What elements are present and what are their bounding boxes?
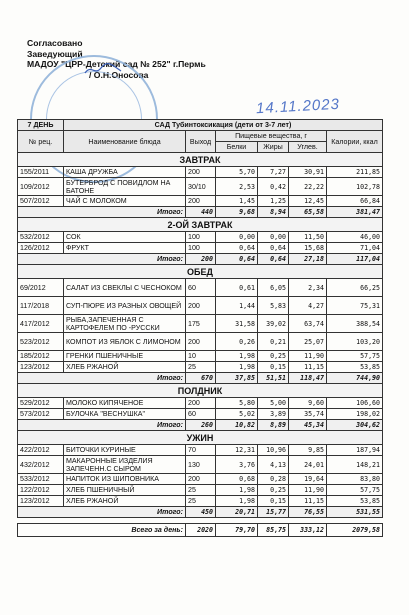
kcal-value: 53,85 bbox=[327, 362, 383, 373]
recipe-number: 123/2012 bbox=[18, 496, 64, 507]
carb-value: 11,90 bbox=[289, 351, 327, 362]
dish-name: НАПИТОК ИЗ ШИПОВНИКА bbox=[64, 474, 186, 485]
recipe-number: 529/2012 bbox=[18, 398, 64, 409]
kcal-value: 71,04 bbox=[327, 243, 383, 254]
dish-name: МОЛОКО КИПЯЧЕНОЕ bbox=[64, 398, 186, 409]
total-label: Итого: bbox=[18, 254, 186, 265]
total-fat: 8,89 bbox=[258, 420, 289, 431]
recipe-number: 573/2012 bbox=[18, 409, 64, 420]
total-label: Итого: bbox=[18, 373, 186, 384]
protein-value: 0,00 bbox=[216, 232, 258, 243]
dish-name: СОК bbox=[64, 232, 186, 243]
dish-yield: 200 bbox=[186, 167, 216, 178]
kcal-value: 66,84 bbox=[327, 196, 383, 207]
total-fat: 51,51 bbox=[258, 373, 289, 384]
recipe-number: 109/2012 bbox=[18, 178, 64, 196]
fat-value: 0,15 bbox=[258, 362, 289, 373]
dish-name: РЫБА,ЗАПЕЧЕННАЯ С КАРТОФЕЛЕМ ПО -РУССКИ bbox=[64, 315, 186, 333]
menu-body bbox=[18, 153, 383, 537]
canteen-label: САД Тубинтоксикация (дети от 3-7 лет) bbox=[64, 120, 383, 131]
kcal-value: 103,20 bbox=[327, 333, 383, 351]
fat-value: 0,64 bbox=[258, 243, 289, 254]
dish-name: КОМПОТ ИЗ ЯБЛОК С ЛИМОНОМ bbox=[64, 333, 186, 351]
protein-value: 1,45 bbox=[216, 196, 258, 207]
dish-yield: 10 bbox=[186, 351, 216, 362]
total-protein: 10,82 bbox=[216, 420, 258, 431]
dish-name: БУЛОЧКА "ВЕСНУШКА" bbox=[64, 409, 186, 420]
col-nutrients: Пищевые вещества, г bbox=[216, 131, 327, 142]
kcal-value: 148,21 bbox=[327, 456, 383, 474]
dish-yield: 200 bbox=[186, 196, 216, 207]
carb-value: 11,90 bbox=[289, 485, 327, 496]
dish-name: МАКАРОННЫЕ ИЗДЕЛИЯ ЗАПЕЧЕНН.С СЫРОМ bbox=[64, 456, 186, 474]
kcal-value: 57,75 bbox=[327, 485, 383, 496]
kcal-value: 211,85 bbox=[327, 167, 383, 178]
total-carb: 45,34 bbox=[289, 420, 327, 431]
recipe-number: 185/2012 bbox=[18, 351, 64, 362]
fat-value: 39,02 bbox=[258, 315, 289, 333]
section-total-row bbox=[18, 507, 383, 518]
table-row bbox=[18, 362, 383, 373]
col-protein: Белки bbox=[216, 142, 258, 153]
recipe-number: 432/2012 bbox=[18, 456, 64, 474]
section-total-row bbox=[18, 373, 383, 384]
total-kcal: 117,04 bbox=[327, 254, 383, 265]
fat-value: 7,27 bbox=[258, 167, 289, 178]
kcal-value: 187,94 bbox=[327, 445, 383, 456]
col-recipe: № рец. bbox=[18, 131, 64, 153]
carb-value: 22,22 bbox=[289, 178, 327, 196]
manager-title: Заведующий bbox=[27, 48, 83, 59]
total-yield: 260 bbox=[186, 420, 216, 431]
protein-value: 1,98 bbox=[216, 496, 258, 507]
recipe-number: 69/2012 bbox=[18, 279, 64, 297]
table-row bbox=[18, 333, 383, 351]
protein-value: 0,64 bbox=[216, 243, 258, 254]
recipe-number: 126/2012 bbox=[18, 243, 64, 254]
dish-name: ХЛЕБ ПШЕНИЧНЫЙ bbox=[64, 485, 186, 496]
carb-value: 24,01 bbox=[289, 456, 327, 474]
menu-table bbox=[17, 119, 383, 537]
dish-yield: 200 bbox=[186, 398, 216, 409]
fat-value: 1,25 bbox=[258, 196, 289, 207]
total-kcal: 531,55 bbox=[327, 507, 383, 518]
protein-value: 1,98 bbox=[216, 351, 258, 362]
recipe-number: 122/2012 bbox=[18, 485, 64, 496]
carb-value: 19,64 bbox=[289, 474, 327, 485]
total-yield: 450 bbox=[186, 507, 216, 518]
kcal-value: 198,02 bbox=[327, 409, 383, 420]
total-protein: 9,68 bbox=[216, 207, 258, 218]
carb-value: 35,74 bbox=[289, 409, 327, 420]
carb-value: 9,85 bbox=[289, 445, 327, 456]
carb-value: 2,34 bbox=[289, 279, 327, 297]
total-label: Итого: bbox=[18, 207, 186, 218]
total-carb: 76,55 bbox=[289, 507, 327, 518]
section-title: УЖИН bbox=[18, 431, 383, 445]
protein-value: 1,98 bbox=[216, 362, 258, 373]
kcal-value: 46,00 bbox=[327, 232, 383, 243]
grand-total-row bbox=[18, 524, 383, 537]
recipe-number: 417/2012 bbox=[18, 315, 64, 333]
total-fat: 8,94 bbox=[258, 207, 289, 218]
table-row bbox=[18, 243, 383, 254]
carb-value: 11,15 bbox=[289, 362, 327, 373]
dish-yield: 25 bbox=[186, 362, 216, 373]
total-protein: 0,64 bbox=[216, 254, 258, 265]
section-title: ПОЛДНИК bbox=[18, 384, 383, 398]
kcal-value: 53,85 bbox=[327, 496, 383, 507]
total-kcal: 744,90 bbox=[327, 373, 383, 384]
table-row bbox=[18, 409, 383, 420]
dish-name: КАША ДРУЖБА bbox=[64, 167, 186, 178]
dish-name: САЛАТ ИЗ СВЕКЛЫ С ЧЕСНОКОМ bbox=[64, 279, 186, 297]
total-fat: 15,77 bbox=[258, 507, 289, 518]
col-kcal: Калории, ккал bbox=[327, 131, 383, 153]
fat-value: 5,83 bbox=[258, 297, 289, 315]
total-kcal: 381,47 bbox=[327, 207, 383, 218]
section-header bbox=[18, 384, 383, 398]
section-title: ОБЕД bbox=[18, 265, 383, 279]
table-row bbox=[18, 232, 383, 243]
protein-value: 3,76 bbox=[216, 456, 258, 474]
recipe-number: 422/2012 bbox=[18, 445, 64, 456]
dish-name: ФРУКТ bbox=[64, 243, 186, 254]
dish-name: БИТОЧКИ КУРИНЫЕ bbox=[64, 445, 186, 456]
total-protein: 37,85 bbox=[216, 373, 258, 384]
recipe-number: 507/2012 bbox=[18, 196, 64, 207]
section-title: 2-ОЙ ЗАВТРАК bbox=[18, 218, 383, 232]
dish-yield: 60 bbox=[186, 409, 216, 420]
section-header bbox=[18, 153, 383, 167]
organization-name: МАДОУ "ЦРР-Детский сад № 252" г.Пермь bbox=[27, 59, 206, 70]
dish-yield: 60 bbox=[186, 279, 216, 297]
table-row bbox=[18, 485, 383, 496]
kcal-value: 388,54 bbox=[327, 315, 383, 333]
total-protein: 20,71 bbox=[216, 507, 258, 518]
handwritten-date: 14.11.2023 bbox=[255, 95, 341, 118]
table-row bbox=[18, 398, 383, 409]
recipe-number: 532/2012 bbox=[18, 232, 64, 243]
grand-total-kcal: 2079,58 bbox=[327, 524, 383, 537]
total-carb: 118,47 bbox=[289, 373, 327, 384]
table-row bbox=[18, 178, 383, 196]
carb-value: 63,74 bbox=[289, 315, 327, 333]
approval-title: Согласовано bbox=[27, 38, 83, 48]
day-label: 7 ДЕНЬ bbox=[18, 120, 64, 131]
kcal-value: 75,31 bbox=[327, 297, 383, 315]
carb-value: 15,68 bbox=[289, 243, 327, 254]
protein-value: 0,68 bbox=[216, 474, 258, 485]
total-label: Итого: bbox=[18, 507, 186, 518]
carb-value: 9,60 bbox=[289, 398, 327, 409]
dish-name: ГРЕНКИ ПШЕНИЧНЫЕ bbox=[64, 351, 186, 362]
total-carb: 27,18 bbox=[289, 254, 327, 265]
fat-value: 3,89 bbox=[258, 409, 289, 420]
dish-yield: 100 bbox=[186, 243, 216, 254]
total-carb: 65,58 bbox=[289, 207, 327, 218]
protein-value: 2,53 bbox=[216, 178, 258, 196]
carb-value: 11,15 bbox=[289, 496, 327, 507]
dish-yield: 200 bbox=[186, 333, 216, 351]
table-row bbox=[18, 196, 383, 207]
dish-yield: 130 bbox=[186, 456, 216, 474]
dish-yield: 30/10 bbox=[186, 178, 216, 196]
fat-value: 0,00 bbox=[258, 232, 289, 243]
carb-value: 25,07 bbox=[289, 333, 327, 351]
recipe-number: 123/2012 bbox=[18, 362, 64, 373]
fat-value: 5,00 bbox=[258, 398, 289, 409]
section-header bbox=[18, 218, 383, 232]
table-row bbox=[18, 167, 383, 178]
dish-yield: 25 bbox=[186, 496, 216, 507]
kcal-value: 106,60 bbox=[327, 398, 383, 409]
recipe-number: 523/2012 bbox=[18, 333, 64, 351]
protein-value: 5,02 bbox=[216, 409, 258, 420]
carb-value: 11,50 bbox=[289, 232, 327, 243]
protein-value: 0,61 bbox=[216, 279, 258, 297]
kcal-value: 83,80 bbox=[327, 474, 383, 485]
protein-value: 31,58 bbox=[216, 315, 258, 333]
recipe-number: 155/2011 bbox=[18, 167, 64, 178]
fat-value: 0,15 bbox=[258, 496, 289, 507]
dish-name: ХЛЕБ РЖАНОЙ bbox=[64, 496, 186, 507]
dish-name: СУП-ПЮРЕ ИЗ РАЗНЫХ ОВОЩЕЙ bbox=[64, 297, 186, 315]
signature-line: / О.Н.Оносова bbox=[89, 69, 149, 80]
fat-value: 0,42 bbox=[258, 178, 289, 196]
col-yield: Выход bbox=[186, 131, 216, 153]
col-name: Наименование блюда bbox=[64, 131, 186, 153]
dish-name: ЧАЙ С МОЛОКОМ bbox=[64, 196, 186, 207]
grand-total-fat: 85,75 bbox=[258, 524, 289, 537]
total-yield: 200 bbox=[186, 254, 216, 265]
dish-yield: 200 bbox=[186, 297, 216, 315]
protein-value: 1,98 bbox=[216, 485, 258, 496]
fat-value: 10,96 bbox=[258, 445, 289, 456]
carb-value: 4,27 bbox=[289, 297, 327, 315]
table-row bbox=[18, 315, 383, 333]
total-yield: 670 bbox=[186, 373, 216, 384]
section-total-row bbox=[18, 254, 383, 265]
recipe-number: 117/2018 bbox=[18, 297, 64, 315]
table-row bbox=[18, 496, 383, 507]
table-row bbox=[18, 351, 383, 362]
signature-mark bbox=[83, 62, 123, 76]
carb-value: 12,45 bbox=[289, 196, 327, 207]
total-label: Итого: bbox=[18, 420, 186, 431]
dish-name: ХЛЕБ РЖАНОЙ bbox=[64, 362, 186, 373]
section-title: ЗАВТРАК bbox=[18, 153, 383, 167]
table-row bbox=[18, 474, 383, 485]
total-yield: 440 bbox=[186, 207, 216, 218]
table-row bbox=[18, 445, 383, 456]
grand-total-yield: 2020 bbox=[186, 524, 216, 537]
fat-value: 0,28 bbox=[258, 474, 289, 485]
kcal-value: 57,75 bbox=[327, 351, 383, 362]
table-row bbox=[18, 279, 383, 297]
dish-yield: 200 bbox=[186, 474, 216, 485]
dish-yield: 25 bbox=[186, 485, 216, 496]
col-carb: Углев. bbox=[289, 142, 327, 153]
section-header bbox=[18, 265, 383, 279]
fat-value: 0,21 bbox=[258, 333, 289, 351]
dish-name: БУТЕРБРОД С ПОВИДЛОМ НА БАТОНЕ bbox=[64, 178, 186, 196]
table-row bbox=[18, 456, 383, 474]
grand-total-carb: 333,12 bbox=[289, 524, 327, 537]
grand-total-protein: 79,70 bbox=[216, 524, 258, 537]
section-header bbox=[18, 431, 383, 445]
fat-value: 6,05 bbox=[258, 279, 289, 297]
protein-value: 0,26 bbox=[216, 333, 258, 351]
dish-yield: 100 bbox=[186, 232, 216, 243]
protein-value: 12,31 bbox=[216, 445, 258, 456]
recipe-number: 533/2012 bbox=[18, 474, 64, 485]
total-kcal: 304,62 bbox=[327, 420, 383, 431]
fat-value: 4,13 bbox=[258, 456, 289, 474]
kcal-value: 66,25 bbox=[327, 279, 383, 297]
fat-value: 0,25 bbox=[258, 351, 289, 362]
fat-value: 0,25 bbox=[258, 485, 289, 496]
col-fat: Жиры bbox=[258, 142, 289, 153]
protein-value: 1,44 bbox=[216, 297, 258, 315]
dish-yield: 175 bbox=[186, 315, 216, 333]
protein-value: 5,80 bbox=[216, 398, 258, 409]
total-fat: 0,64 bbox=[258, 254, 289, 265]
kcal-value: 102,78 bbox=[327, 178, 383, 196]
grand-total-label: Всего за день: bbox=[18, 524, 186, 537]
carb-value: 30,91 bbox=[289, 167, 327, 178]
section-total-row bbox=[18, 420, 383, 431]
table-row bbox=[18, 297, 383, 315]
dish-yield: 70 bbox=[186, 445, 216, 456]
protein-value: 5,70 bbox=[216, 167, 258, 178]
section-total-row bbox=[18, 207, 383, 218]
